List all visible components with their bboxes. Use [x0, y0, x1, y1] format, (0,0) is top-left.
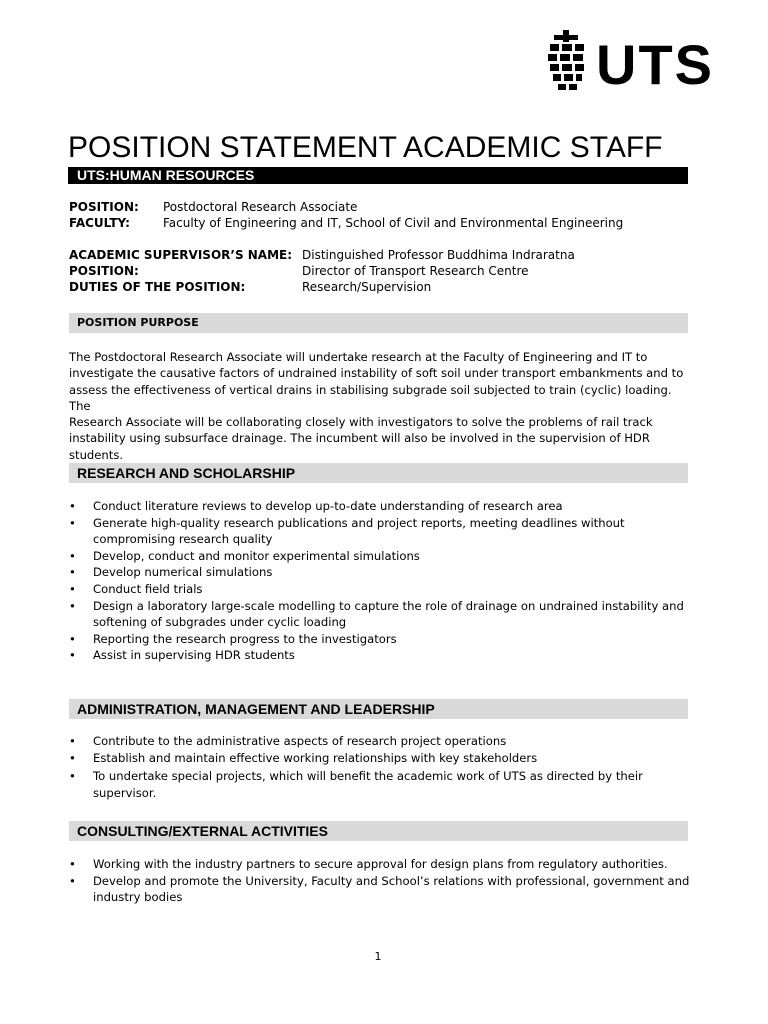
bullet-icon: • — [69, 648, 76, 663]
supervisor-position-value: Director of Transport Research Centre — [302, 264, 529, 278]
uts-crest-icon — [546, 30, 590, 96]
bullet-icon: • — [69, 750, 76, 765]
bullet-icon: • — [69, 857, 76, 871]
list-item: • Develop and promote the University, Faculty and School’s relations with professional, government and industry bodies — [69, 873, 690, 905]
list-item: • Working with the industry partners to secure approval for design plans from regulatory authorities. — [69, 857, 668, 871]
page-title: POSITION STATEMENT ACADEMIC STAFF — [68, 131, 663, 164]
bullet-icon: • — [69, 598, 76, 613]
supervisor-name-value: Distinguished Professor Buddhima Indraratna — [302, 248, 575, 262]
bullet-icon: • — [69, 581, 76, 596]
page-number: 1 — [374, 950, 382, 963]
bullet-icon: • — [69, 769, 76, 784]
consulting-list — [69, 856, 693, 906]
purpose-line: investigate the causative factors of undrained instability of soft soil under transport embankments and to — [69, 366, 684, 381]
purpose-line: assess the effectiveness of vertical drains in stabilising subgrade soil subjected to train (cyclic) loading. The — [69, 382, 672, 413]
purpose-line: The Postdoctoral Research Associate will undertake research at the Faculty of Engineering and IT to — [69, 350, 648, 364]
supervisor-name-label: ACADEMIC SUPERVISOR’S NAME: — [69, 248, 293, 262]
bullet-icon: • — [69, 873, 76, 888]
admin-list — [69, 733, 693, 801]
section-heading-admin: ADMINISTRATION, MANAGEMENT AND LEADERSHIP — [69, 699, 688, 719]
logo-text: UTS — [596, 33, 714, 96]
section-heading-purpose: POSITION PURPOSE — [69, 313, 688, 333]
list-item: • Design a laboratory large-scale modelling to capture the role of drainage on undrained instability and softening of subgrades under cyclic loading — [69, 598, 684, 630]
purpose-line: instability using subsurface drainage. The incumbent will also be involved in the supervision of HDR — [69, 431, 650, 446]
section-heading-research: RESEARCH AND SCHOLARSHIP — [69, 463, 688, 483]
position-value: Postdoctoral Research Associate — [163, 200, 358, 214]
list-item: • Conduct field trials — [69, 581, 203, 596]
uts-logo — [546, 30, 714, 96]
duties-label: DUTIES OF THE POSITION: — [69, 280, 246, 294]
purpose-line: Research Associate will be collaborating closely with investigators to solve the problems of rail track — [69, 415, 653, 430]
list-item: • Develop, conduct and monitor experimental simulations — [69, 548, 420, 563]
list-item: • Generate high-quality research publications and project reports, meeting deadlines without compromising research quality — [69, 515, 625, 547]
bullet-icon: • — [69, 631, 76, 646]
research-list — [69, 498, 693, 664]
bullet-icon: • — [69, 515, 76, 530]
list-item: • Assist in supervising HDR students — [69, 648, 295, 663]
section-heading-consulting: CONSULTING/EXTERNAL ACTIVITIES — [69, 821, 688, 841]
bullet-icon: • — [69, 548, 76, 563]
position-label: POSITION: — [69, 200, 139, 214]
bullet-icon: • — [69, 565, 76, 580]
bullet-icon: • — [69, 734, 76, 748]
faculty-value: Faculty of Engineering and IT, School of Civil and Environmental Engineering — [163, 216, 624, 230]
bullet-icon: • — [69, 499, 76, 513]
faculty-label: FACULTY: — [69, 216, 130, 230]
purpose-paragraph — [69, 349, 693, 463]
list-item: • Establish and maintain effective working relationships with key stakeholders — [69, 750, 538, 765]
supervisor-position-label: POSITION: — [69, 264, 139, 278]
list-item: • To undertake special projects, which will benefit the academic work of UTS as directed by their supervisor. — [69, 769, 643, 800]
purpose-line: students. — [69, 447, 124, 462]
list-item: • Conduct literature reviews to develop up-to-date understanding of research area — [69, 499, 563, 513]
list-item: • Contribute to the administrative aspects of research project operations — [69, 734, 507, 748]
duties-value: Research/Supervision — [302, 280, 432, 294]
subtitle-bar: UTS:HUMAN RESOURCES — [68, 167, 688, 184]
list-item: • Reporting the research progress to the investigators — [69, 631, 397, 646]
list-item: • Develop numerical simulations — [69, 565, 273, 580]
